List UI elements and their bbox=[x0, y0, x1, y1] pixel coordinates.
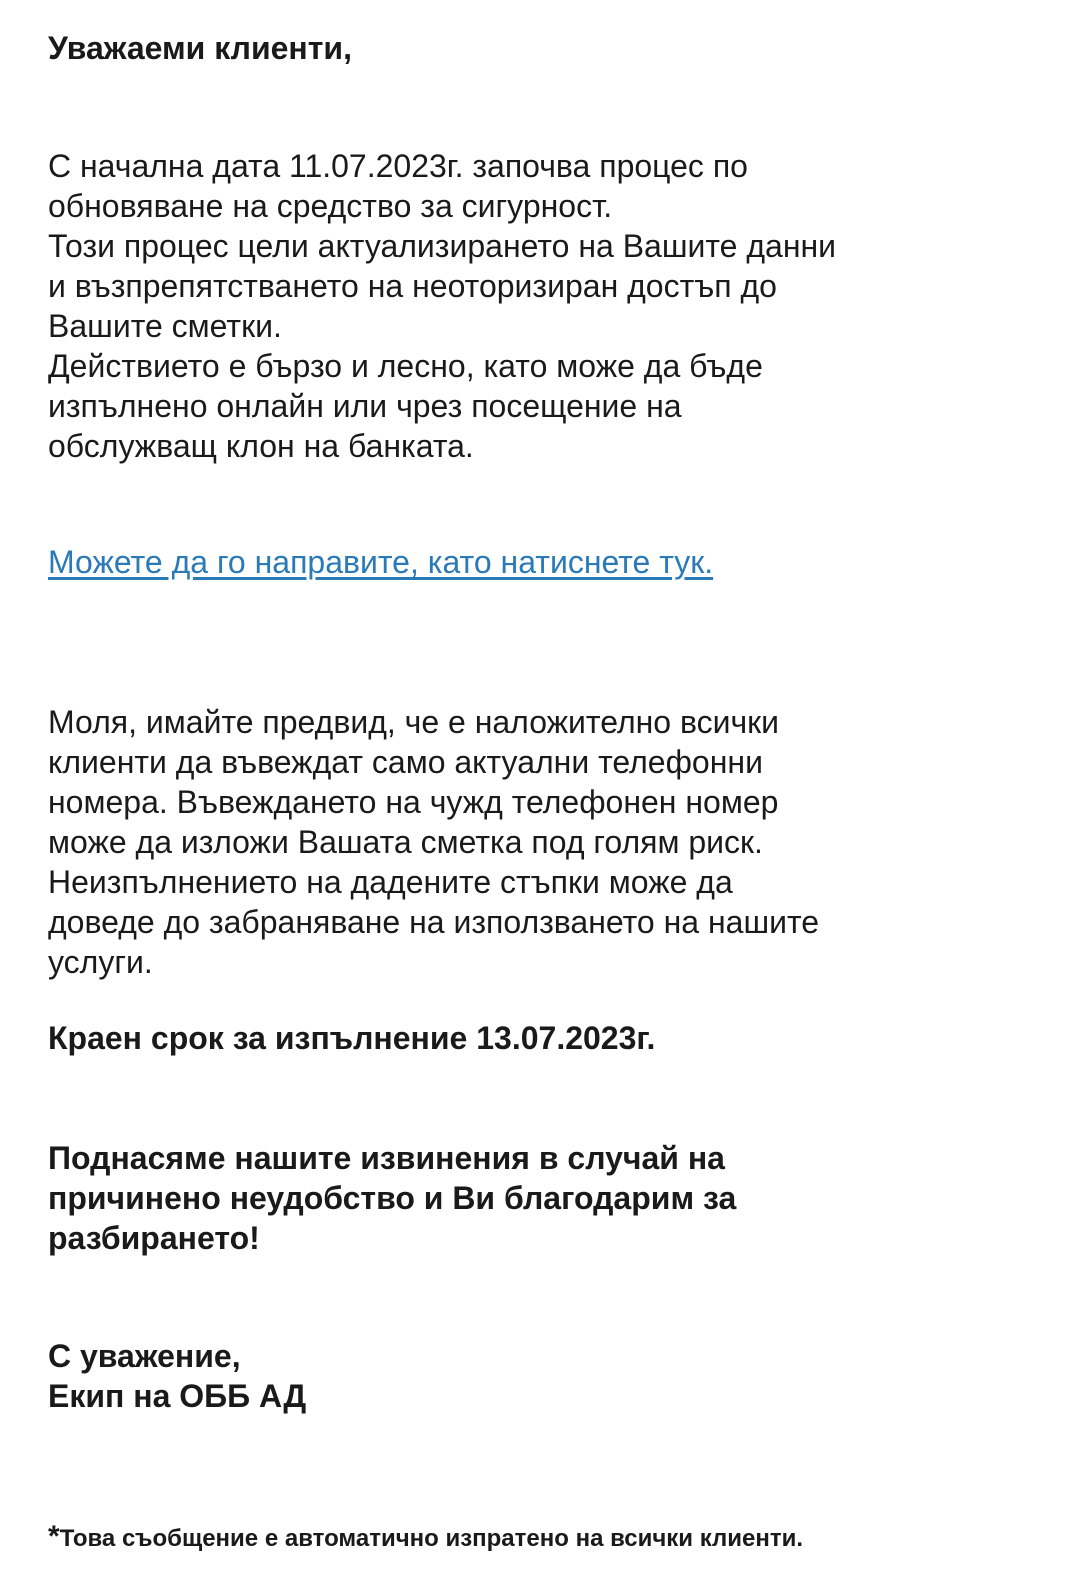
footnote bbox=[48, 1522, 803, 1556]
paragraph-line: Неизпълнението на дадените стъпки може да bbox=[48, 864, 733, 900]
paragraph-line: Този процес цели актуализирането на Вашите данни bbox=[48, 228, 837, 264]
paragraph-line: номера. Въвеждането на чужд телефонен номер bbox=[48, 784, 779, 820]
greeting: Уважаеми клиенти, bbox=[48, 30, 352, 66]
update-link[interactable]: Можете да го направите, като натиснете тук. bbox=[48, 544, 714, 580]
paragraph-line: услуги. bbox=[48, 944, 153, 980]
paragraph-line: С начална дата 11.07.2023г. започва процес по bbox=[48, 148, 748, 184]
paragraph-line: доведе до забраняване на използването на нашите bbox=[48, 904, 820, 940]
apology-line: разбирането! bbox=[48, 1220, 260, 1256]
apology-line: причинено неудобство и Ви благодарим за bbox=[48, 1180, 737, 1216]
paragraph-intro bbox=[48, 146, 836, 466]
signoff-line: Екип на ОББ АД bbox=[48, 1378, 307, 1414]
paragraph-warning bbox=[48, 702, 819, 982]
paragraph-line: обслужващ клон на банката. bbox=[48, 428, 474, 464]
paragraph-line: може да изложи Вашата сметка под голям риск. bbox=[48, 824, 763, 860]
apology-block bbox=[48, 1138, 736, 1258]
paragraph-line: Вашите сметки. bbox=[48, 308, 282, 344]
paragraph-line: и възпрепятстването на неоторизиран достъп до bbox=[48, 268, 777, 304]
signoff-line: С уважение, bbox=[48, 1338, 241, 1374]
paragraph-line: обновяване на средство за сигурност. bbox=[48, 188, 613, 224]
deadline-text: Краен срок за изпълнение 13.07.2023г. bbox=[48, 1020, 656, 1056]
signoff-block bbox=[48, 1336, 306, 1416]
footnote-star: * bbox=[48, 1520, 60, 1553]
apology-line: Поднасяме нашите извинения в случай на bbox=[48, 1140, 725, 1176]
paragraph-line: Действието е бързо и лесно, като може да бъде bbox=[48, 348, 763, 384]
paragraph-line: Моля, имайте предвид, че е наложително всички bbox=[48, 704, 780, 740]
paragraph-line: изпълнено онлайн или чрез посещение на bbox=[48, 388, 682, 424]
paragraph-line: клиенти да въвеждат само актуални телефонни bbox=[48, 744, 763, 780]
footnote-text: Това съобщение е автоматично изпратено на всички клиенти. bbox=[59, 1525, 804, 1552]
